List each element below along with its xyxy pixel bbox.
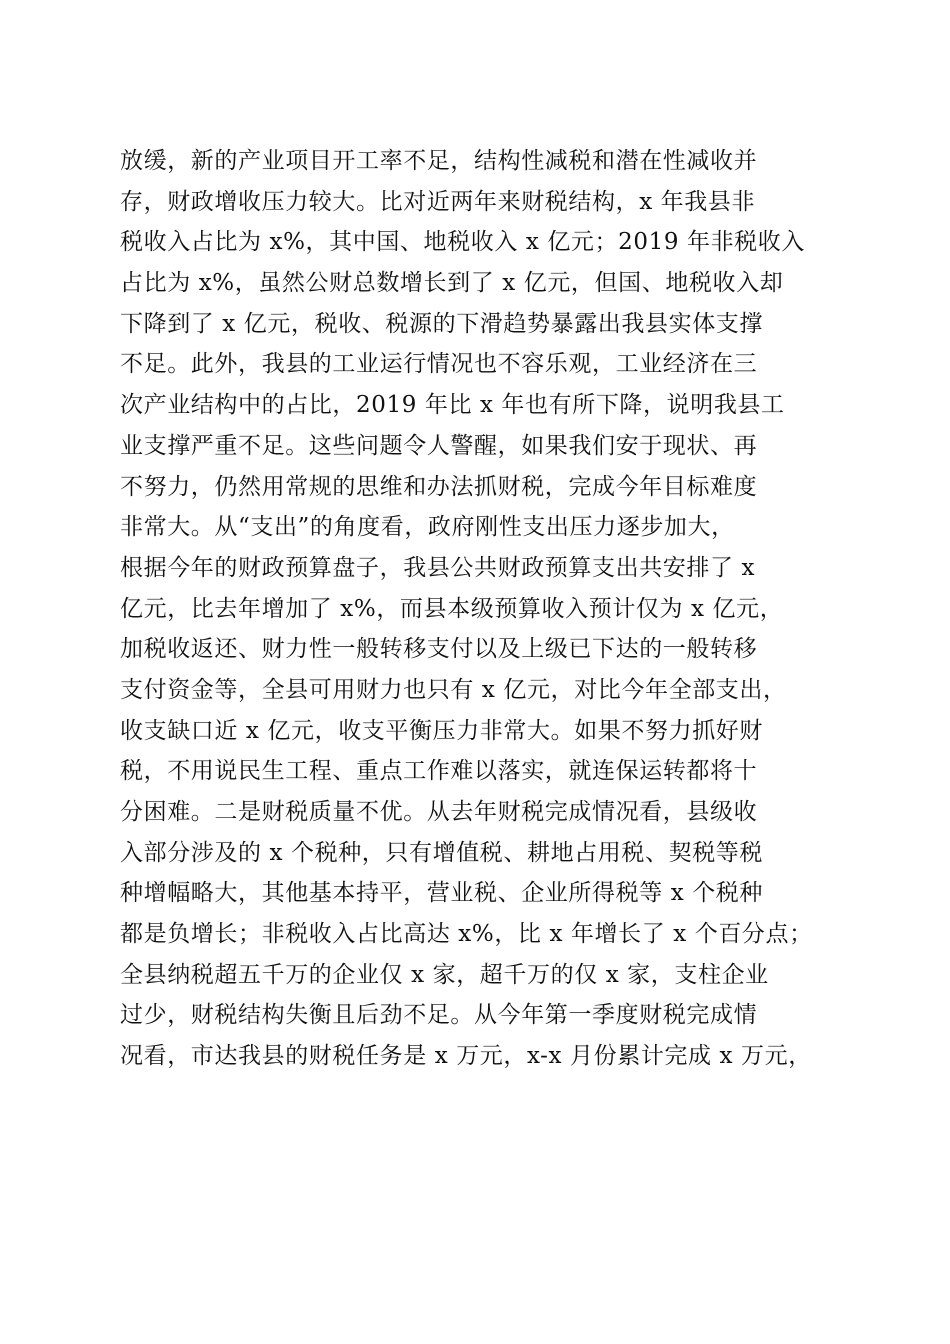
text-line: 税，不用说民生工程、重点工作难以落实，就连保运转都将十 bbox=[120, 758, 758, 785]
text-line: 放缓，新的产业项目开工率不足，结构性减税和潜在性减收并 bbox=[120, 148, 758, 174]
text-line: 下降到了 x 亿元，税收、税源的下滑趋势暴露出我县实体支撑 bbox=[120, 310, 763, 337]
text-line: 不努力，仍然用常规的思维和办法抓财税，完成今年目标难度 bbox=[120, 473, 758, 500]
text-line: 入部分涉及的 x 个税种，只有增值税、耕地占用税、契税等税 bbox=[120, 839, 763, 866]
text-line: 业支撑严重不足。这些问题令人警醒，如果我们安于现状、再 bbox=[120, 432, 758, 459]
text-line: 收支缺口近 x 亿元，收支平衡压力非常大。如果不努力抓好财 bbox=[120, 717, 763, 744]
text-line: 非常大。从“支出”的角度看，政府刚性支出压力逐步加大， bbox=[120, 514, 735, 541]
text-line: 根据今年的财政预算盘子，我县公共财政预算支出共安排了 x bbox=[120, 554, 756, 581]
text-line: 全县纳税超五千万的企业仅 x 家，超千万的仅 x 家，支柱企业 bbox=[120, 961, 769, 988]
text-line: 存，财政增收压力较大。比对近两年来财税结构，x 年我县非 bbox=[120, 188, 756, 215]
text-line: 分困难。二是财税质量不优。从去年财税完成情况看，县级收 bbox=[120, 799, 758, 825]
text-line: 占比为 x%，虽然公财总数增长到了 x 亿元，但国、地税收入却 bbox=[120, 270, 784, 297]
text-line: 不足。此外，我县的工业运行情况也不容乐观，工业经济在三 bbox=[120, 351, 758, 378]
text-line: 支付资金等，全县可用财力也只有 x 亿元，对比今年全部支出， bbox=[120, 676, 787, 703]
text-line: 次产业结构中的占比，2019 年比 x 年也有所下降，说明我县工 bbox=[120, 392, 785, 419]
body-paragraph bbox=[120, 141, 840, 1077]
text-line: 都是负增长；非税收入占比高达 x%，比 x 年增长了 x 个百分点； bbox=[120, 921, 813, 948]
text-line: 加税收返还、财力性一般转移支付以及上级已下达的一般转移 bbox=[120, 636, 758, 663]
text-line: 种增幅略大，其他基本持平，营业税、企业所得税等 x 个税种 bbox=[120, 880, 763, 907]
text-line: 况看，市达我县的财税任务是 x 万元，x-x 月份累计完成 x 万元， bbox=[120, 1043, 812, 1070]
text-line: 税收入占比为 x%，其中国、地税收入 x 亿元；2019 年非税收入 bbox=[120, 229, 805, 256]
text-line: 过少，财税结构失衡且后劲不足。从今年第一季度财税完成情 bbox=[120, 1002, 758, 1029]
text-line: 亿元，比去年增加了 x%，而县本级预算收入预计仅为 x 亿元， bbox=[120, 595, 784, 622]
